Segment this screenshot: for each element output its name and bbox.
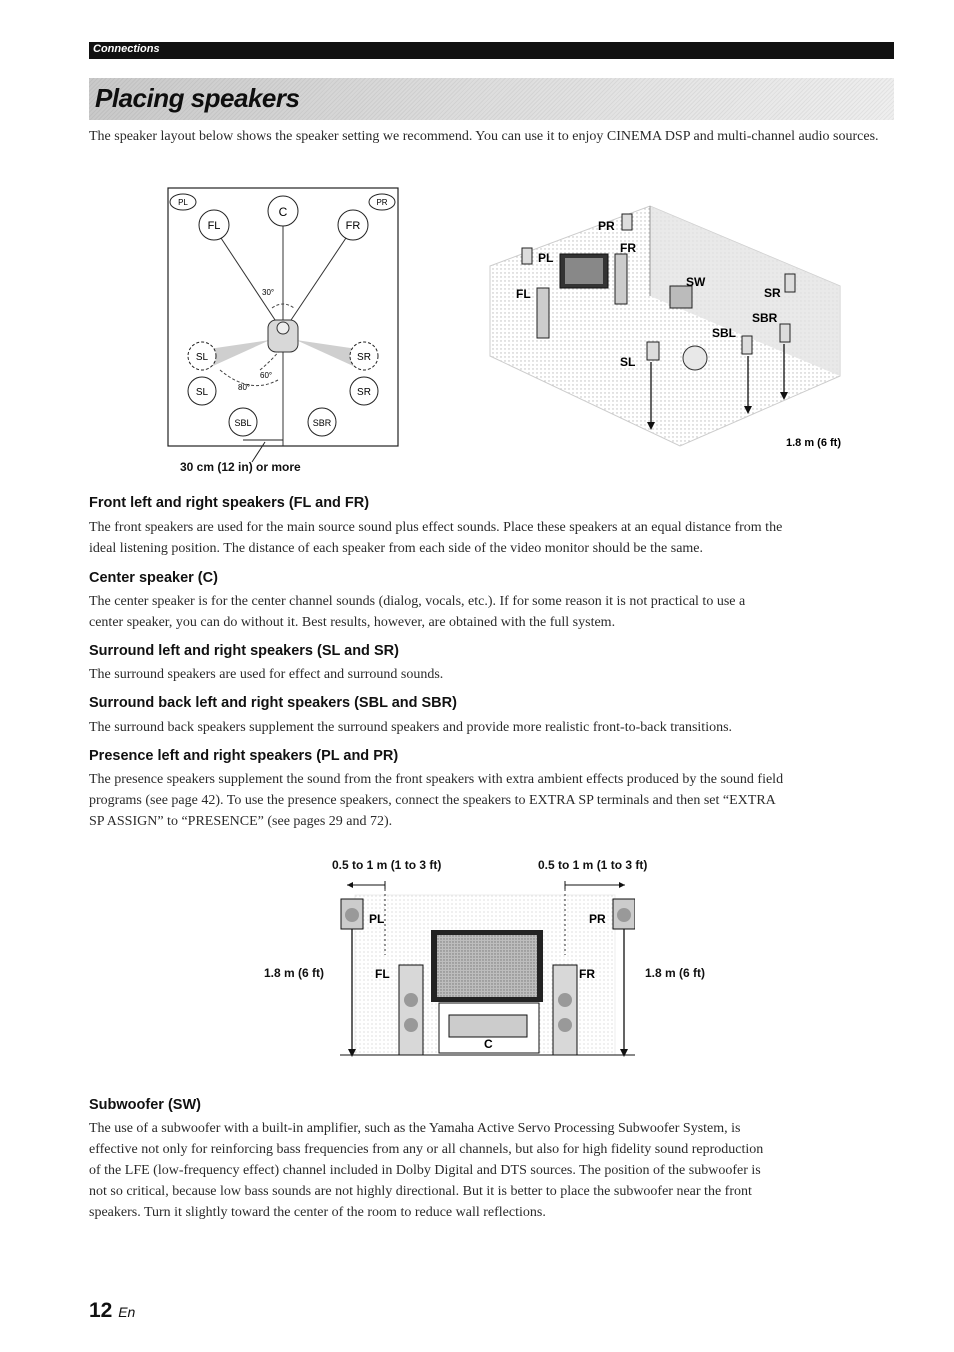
subwoofer-text: The use of a subwoofer with a built-in amplifier, such as the Yamaha Active Servo Processing Subwoofer System, is effective not only for reinforcing bass frequencies from any or all channels, but also for high fidelity sound reproduction of the LFE (low-frequency effect) channel included in Dolby Digital and DTS sources. The position of the subwoofer is not so critical, because low bass sounds are not highly directional. But it is better to place the subwoofer near the front speakers. Turn it slightly toward the center of the room to reduce wall reflections. — [89, 1121, 764, 1220]
section-text: The surround back speakers supplement the surround speakers and provide more realistic front-to-back transitions. — [89, 720, 733, 735]
speaker-sr-dashed — [350, 342, 378, 370]
svg-text:FR: FR — [579, 967, 595, 981]
svg-text:C: C — [278, 205, 288, 219]
svg-text:C: C — [484, 1037, 493, 1051]
speaker-sl — [647, 342, 659, 360]
angle-60: 60° — [260, 371, 273, 380]
svg-text:SBL: SBL — [234, 418, 252, 428]
svg-text:PL: PL — [178, 198, 188, 207]
angle-30: 30° — [262, 288, 275, 297]
section-text: The presence speakers supplement the sound from the front speakers with extra ambient effects produced by the sound field programs (see page 42). To use the presence speakers, connect the speakers to EXTRA SP terminals and then set “EXTRA SP ASSIGN” to “PRESENCE” (see pages 29 and 72). — [89, 772, 784, 829]
svg-text:PR: PR — [376, 198, 388, 207]
subwoofer-heading: Subwoofer (SW) — [89, 1097, 201, 1113]
speaker-sbr — [308, 408, 336, 436]
svg-text:PR: PR — [598, 219, 615, 233]
height-label-left: 1.8 m (6 ft) — [264, 966, 325, 980]
svg-text:PL: PL — [538, 251, 554, 265]
speaker-fr — [553, 965, 577, 1055]
section-text: The surround speakers are used for effect and surround sounds. — [89, 667, 444, 682]
speaker-sr — [785, 274, 795, 292]
intro-paragraph: The speaker layout below shows the speaker setting we recommend. You can use it to enjoy CINEMA DSP and multi-channel audio sources. — [89, 129, 879, 144]
speaker-sw — [670, 286, 692, 308]
section-heading: Presence left and right speakers (PL and PR) — [89, 748, 399, 764]
page-number: 12 En — [89, 1299, 136, 1322]
distance-label-right: 0.5 to 1 m (1 to 3 ft) — [538, 858, 648, 872]
section-heading: Surround left and right speakers (SL and SR) — [89, 643, 399, 659]
svg-text:FR: FR — [345, 220, 361, 232]
height-label-right: 1.8 m (6 ft) — [645, 966, 706, 980]
angle-80: 80° — [238, 383, 251, 392]
speaker-pl — [170, 194, 196, 210]
speaker-sl-dashed — [188, 342, 216, 370]
section-heading: Surround back left and right speakers (SBL and SBR) — [89, 695, 457, 711]
speaker-pr — [369, 194, 395, 210]
svg-text:FL: FL — [207, 220, 221, 232]
distance-label-left: 0.5 to 1 m (1 to 3 ft) — [332, 858, 442, 872]
svg-text:PL: PL — [369, 912, 385, 926]
height-label: 1.8 m (6 ft) — [786, 437, 842, 449]
speaker-pr — [622, 214, 632, 230]
speaker-fr — [338, 210, 368, 240]
section-heading: Front left and right speakers (FL and FR) — [89, 495, 370, 511]
svg-text:SW: SW — [686, 275, 706, 289]
title-band — [89, 78, 894, 120]
svg-text:SR: SR — [357, 352, 371, 363]
speaker-fl — [399, 965, 423, 1055]
speaker-c — [268, 196, 298, 226]
svg-text:SL: SL — [195, 352, 209, 363]
svg-text:SL: SL — [195, 387, 209, 398]
svg-text:PR: PR — [589, 912, 606, 926]
speaker-sr — [350, 377, 378, 405]
speaker-fl — [537, 288, 549, 338]
speaker-fr — [615, 254, 627, 304]
section-label: Connections — [93, 43, 160, 55]
svg-text:SR: SR — [764, 286, 781, 300]
speaker-sbr — [780, 324, 790, 342]
svg-text:SR: SR — [357, 387, 371, 398]
svg-text:SBR: SBR — [312, 418, 332, 428]
section-header-bar — [89, 42, 894, 59]
speaker-sl — [188, 377, 216, 405]
speaker-sbl — [229, 408, 257, 436]
speaker-c — [449, 1015, 527, 1037]
svg-text:FL: FL — [516, 287, 531, 301]
spacing-caption: 30 cm (12 in) or more — [180, 460, 301, 474]
svg-text:SBR: SBR — [752, 311, 778, 325]
svg-text:FR: FR — [620, 241, 636, 255]
svg-text:SL: SL — [620, 355, 636, 369]
speaker-sbl — [742, 336, 752, 354]
room-perspective-diagram — [480, 196, 860, 456]
section-text: The center speaker is for the center channel sounds (dialog, vocals, etc.). If for some reason it is not practical to use a center speaker, you can do without it. Best results, however, are obtained with the full system. — [89, 594, 746, 630]
layout-diagram — [160, 180, 410, 480]
svg-text:FL: FL — [375, 967, 390, 981]
page-title: Placing speakers — [95, 83, 300, 113]
svg-text:SBL: SBL — [712, 326, 736, 340]
listener — [683, 346, 707, 370]
section-heading: Center speaker (C) — [89, 570, 218, 586]
speaker-pl — [522, 248, 532, 264]
section-text: The front speakers are used for the main source sound plus effect sounds. Place these speakers at an equal distance from the ideal listening position. The distance of each speaker from each side of the video monitor should be the same. — [89, 520, 783, 556]
front-view-diagram — [335, 875, 635, 1060]
speaker-fl — [199, 210, 229, 240]
